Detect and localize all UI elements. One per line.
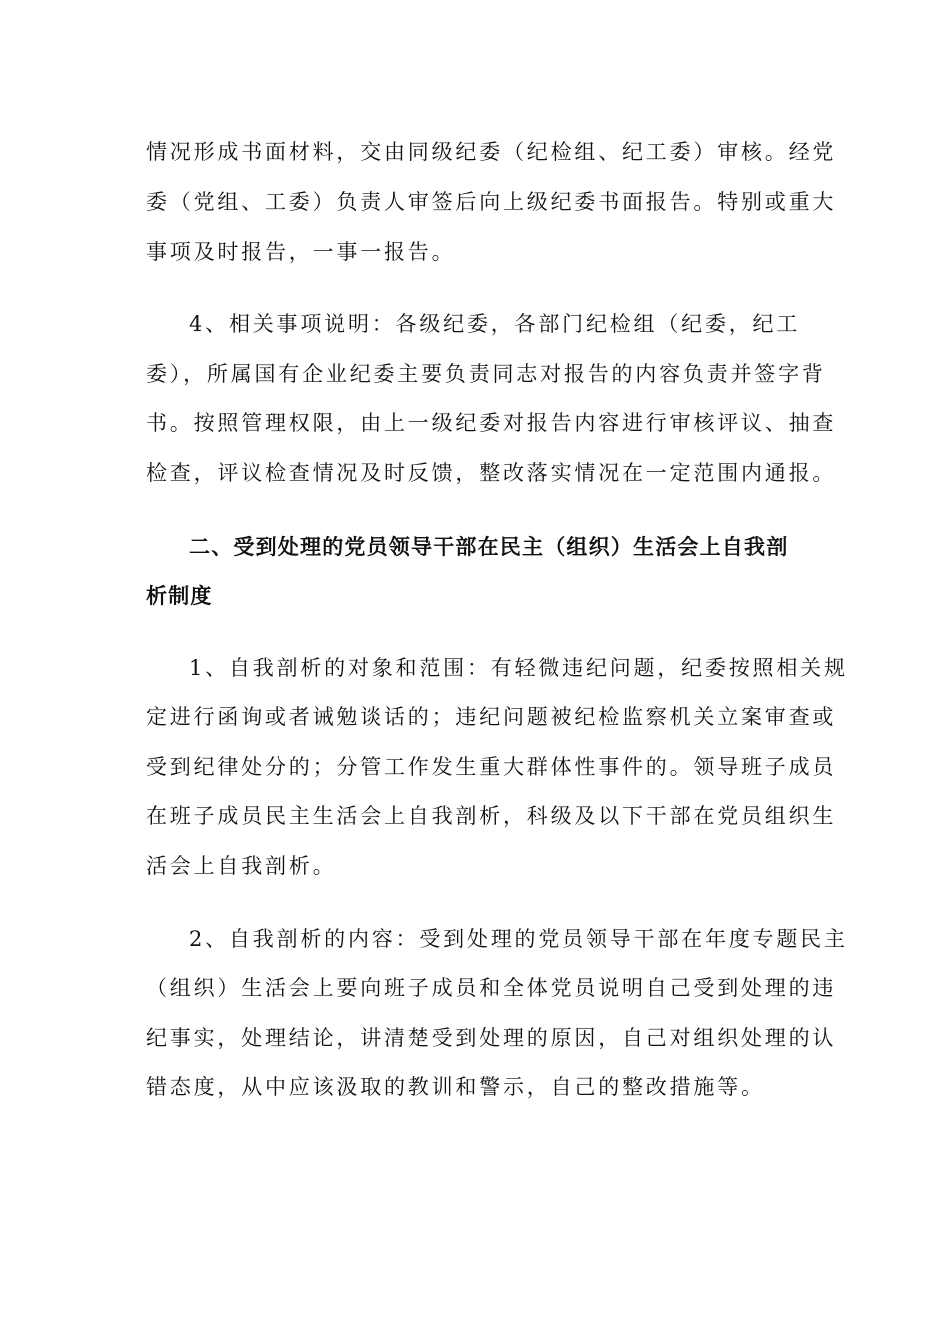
paragraph-line: 在班子成员民主生活会上自我剖析，科级及以下干部在党员组织生 (146, 804, 837, 828)
paragraph-line: 2、自我剖析的内容：受到处理的党员领导干部在年度专题民主 (189, 927, 848, 951)
section-heading: 二、受到处理的党员领导干部在民主（组织）生活会上自我剖 (189, 535, 789, 559)
paragraph-line: 委（党组、工委）负责人审签后向上级纪委书面报告。特别或重大 (146, 190, 837, 214)
paragraph-line: 检查，评议检查情况及时反馈，整改落实情况在一定范围内通报。 (146, 461, 837, 485)
paragraph-line: 1、自我剖析的对象和范围：有轻微违纪问题，纪委按照相关规 (189, 656, 848, 680)
paragraph-line: 情况形成书面材料，交由同级纪委（纪检组、纪工委）审核。经党 (146, 140, 837, 164)
paragraph-line: 4、相关事项说明：各级纪委，各部门纪检组（纪委，纪工 (189, 312, 801, 336)
section-heading: 析制度 (146, 584, 213, 608)
paragraph-line: 定进行函询或者诫勉谈话的；违纪问题被纪检监察机关立案审查或 (146, 705, 837, 729)
paragraph-line: 活会上自我剖析。 (146, 854, 337, 878)
paragraph-line: 纪事实，处理结论，讲清楚受到处理的原因，自己对组织处理的认 (146, 1026, 837, 1050)
paragraph-line: 书。按照管理权限，由上一级纪委对报告内容进行审核评议、抽查 (146, 411, 837, 435)
paragraph-line: 受到纪律处分的；分管工作发生重大群体性事件的。领导班子成员 (146, 755, 837, 779)
paragraph-line: （组织）生活会上要向班子成员和全体党员说明自己受到处理的违 (146, 976, 837, 1000)
paragraph-line: 事项及时报告，一事一报告。 (146, 240, 456, 264)
paragraph-line: 委），所属国有企业纪委主要负责同志对报告的内容负责并签字背 (146, 362, 826, 386)
paragraph-line: 错态度，从中应该汲取的教训和警示，自己的整改措施等。 (146, 1075, 765, 1099)
